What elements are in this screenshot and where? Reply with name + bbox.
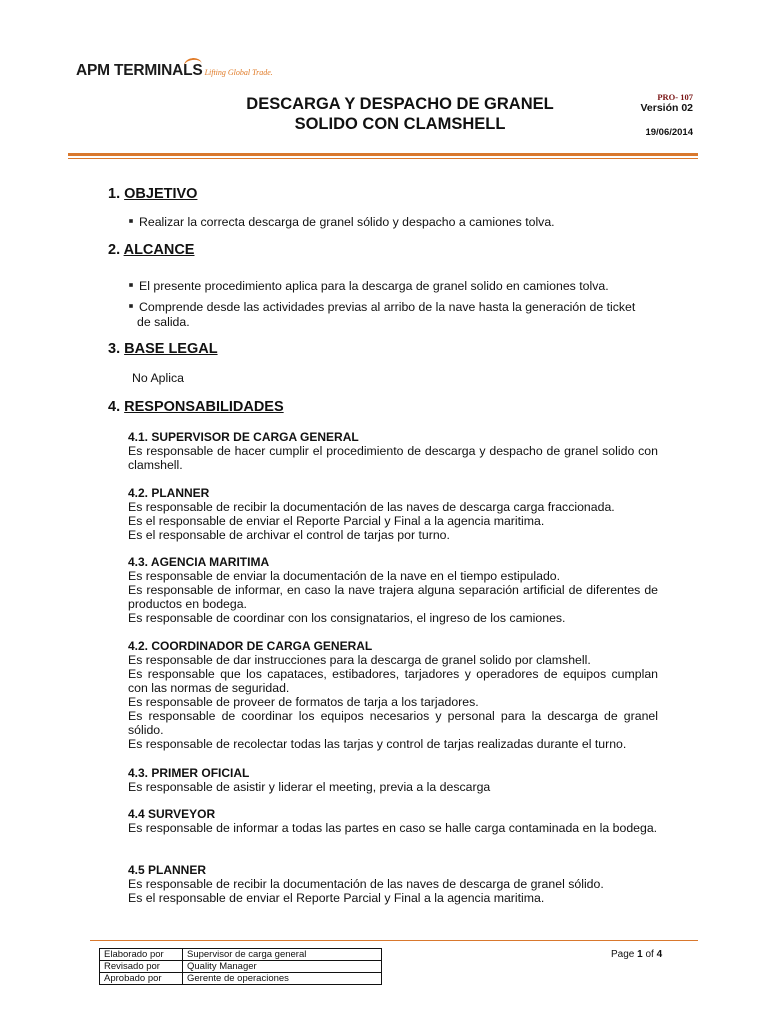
approval-value: Supervisor de carga general [183, 949, 382, 961]
approval-value: Gerente de operaciones [183, 973, 382, 985]
header-rule-thick [68, 153, 698, 156]
title-line-1: DESCARGA Y DESPACHO DE GRANEL [246, 95, 554, 113]
approval-value: Quality Manager [183, 961, 382, 973]
logo-swoosh-icon [183, 57, 203, 73]
responsibility-agencia-maritima: 4.3. AGENCIA MARITIMA Es responsable de enviar la documentación de la nave en el tiempo estipulado. Es responsable de informar, en caso la nave trajera alguna separación artificial de diferentes de productos en bodega. Es responsable de coordinar con los consignatarios, el ingreso de los camiones. [128, 555, 658, 625]
company-logo [76, 62, 273, 80]
section-heading-responsabilidades: 4. RESPONSABILIDADES [108, 399, 284, 415]
bullet-icon [129, 219, 133, 223]
bullet-icon [129, 304, 133, 308]
responsibility-planner-2: 4.5 PLANNER Es responsable de recibir la documentación de las naves de descarga de granel sólido. Es el responsable de enviar el Reporte Parcial y Final a la agencia maritima. [128, 863, 604, 905]
brand-tagline: Lifting Global Trade. [204, 68, 273, 77]
document-version: Versión 02 [640, 102, 693, 114]
base-legal-text: No Aplica [132, 371, 184, 385]
document-number: PRO- 107 [657, 92, 693, 102]
page-number: Page 1 of 4 [611, 949, 663, 960]
table-row [100, 961, 382, 973]
header-rule-thin [68, 158, 698, 159]
section-heading-alcance: 2. ALCANCE [108, 242, 195, 258]
document-date: 19/06/2014 [645, 127, 693, 138]
approval-label: Revisado por [100, 961, 183, 973]
brand-name: APM TERMINALS [76, 62, 203, 79]
responsibility-supervisor: 4.1. SUPERVISOR DE CARGA GENERAL Es responsable de hacer cumplir el procedimiento de descarga y despacho de granel solido con clamshell. [128, 430, 658, 472]
approval-label: Aprobado por [100, 973, 183, 985]
bullet-item: Realizar la correcta descarga de granel sólido y despacho a camiones tolva. [128, 215, 663, 230]
bullet-icon [129, 283, 133, 287]
table-row [100, 973, 382, 985]
responsibility-planner: 4.2. PLANNER Es responsable de recibir la documentación de las naves de descarga carga fraccionada. Es el responsable de enviar el Reporte Parcial y Final a la agencia maritima. Es el responsable de archivar el control de tarjas por turno. [128, 486, 615, 542]
approval-table [99, 948, 382, 985]
responsibility-surveyor: 4.4 SURVEYOR Es responsable de informar a todas las partes en caso se halle carga contaminada en la bodega. [128, 807, 658, 835]
approval-label: Elaborado por [100, 949, 183, 961]
document-title [200, 94, 600, 134]
bullet-item: El presente procedimiento aplica para la descarga de granel solido en camiones tolva. [128, 279, 663, 294]
section-heading-base-legal: 3. BASE LEGAL [108, 341, 218, 357]
bullet-item: Comprende desde las actividades previas al arribo de la nave hasta la generación de ticket de salida. [128, 300, 663, 330]
table-row [100, 949, 382, 961]
title-line-2: SOLIDO CON CLAMSHELL [294, 115, 506, 133]
responsibility-primer-oficial: 4.3. PRIMER OFICIAL Es responsable de asistir y liderar el meeting, previa a la descarga [128, 766, 491, 794]
section-heading-objetivo: 1. OBJETIVO [108, 186, 198, 202]
responsibility-coordinador: 4.2. COORDINADOR DE CARGA GENERAL Es responsable de dar instrucciones para la descarga de granel solido por clamshell. Es responsable que los capataces, estibadores, tarjadores y operadores de equipos cumplan con las normas de seguridad. Es responsable de proveer de formatos de tarja a los tarjadores. Es responsable de coordinar los equipos necesarios y personal para la descarga de granel sólido. Es responsable de recolectar todas las tarjas y control de tarjas realizadas durante el turno. [128, 639, 658, 751]
footer-rule [90, 940, 698, 941]
